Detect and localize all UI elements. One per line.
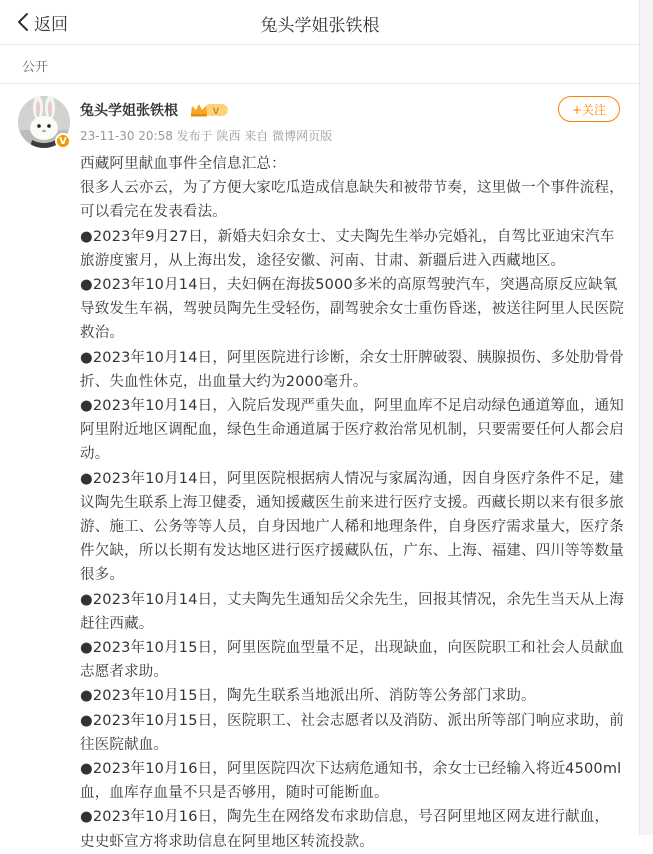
scope-divider [0, 83, 640, 84]
scrollbar[interactable] [639, 0, 653, 835]
post-paragraph: ●2023年10月16日，阿里医院四次下达病危通知书，余女士已经输入将近4500ml血，血库存血量不只是否够用，随时可能断血。 [80, 761, 622, 802]
post-paragraph: ●2023年10月14日，入院后发现严重失血，阿里血库不足启动绿色通道筹血，通知阿里附近地区调配血，绿色生命通道属于医疗救治常见机制，只要需要任何人都会启动。 [80, 398, 624, 463]
crown-vip-icon [189, 102, 229, 118]
post-content [80, 152, 625, 854]
post-paragraph: ●2023年10月16日，陶先生在网络发布求助信息，号召阿里地区网友进行献血， [80, 809, 610, 826]
post-paragraph: ●2023年10月14日，阿里医院进行诊断，余女士肝脾破裂、胰腺损伤、多处肋骨骨折、失血性休克，出血量大约为2000毫升。 [80, 349, 624, 390]
post-paragraph: ●2023年10月14日，丈夫陶先生通知岳父余先生，回报其情况，余先生当天从上海赶往西藏。 [80, 591, 624, 632]
post-paragraph: 很多人云亦云，为了方便大家吃瓜造成信息缺失和被带节奏，这里做一个事件流程，可以看完在发表看法。 [80, 180, 624, 221]
header-divider [0, 44, 640, 45]
verified-badge: V [55, 133, 71, 149]
follow-button[interactable]: +关注 [558, 96, 620, 122]
post-paragraph: ●2023年10月15日，医院职工、社会志愿者以及消防、派出所等部门响应求助，前往医院献血。 [80, 712, 624, 753]
page-title: 兔头学姐张铁根 [260, 16, 380, 36]
post-paragraph: ●2023年10月15日，阿里医院血型量不足，出现缺血，向医院职工和社会人员献血志愿者求助。 [80, 640, 624, 681]
post-paragraph: ●2023年10月15日，陶先生联系当地派出所、消防等公务部门求助。 [80, 688, 536, 705]
back-label: 返回 [34, 14, 68, 35]
visibility-label: 公开 [22, 60, 49, 75]
post-paragraph: 西藏阿里献血事件全信息汇总： [80, 156, 286, 172]
vip-label: V [212, 107, 220, 117]
post-paragraph: ●2023年10月14日，阿里医院根据病人情况与家属沟通，因自身医疗条件不足，建议陶先生联系上海卫健委，通知援藏医生前来进行医疗支援。西藏长期以来有很多旅游、施工、公务等等人员，自身因地广人稀和地理条件，自身医疗需求量大，医疗条件欠缺，所以长期有发达地区进行医疗援藏队伍，广东、上海、福建、四川等等数量很多。 [80, 470, 624, 584]
post-paragraph: ●2023年10月14日，夫妇俩在海拔5000多米的高原驾驶汽车，突遇高原反应缺氧导致发生车祸，驾驶员陶先生受轻伤，副驾驶余女士重伤昏迷，被送往阿里人民医院救治。 [80, 277, 624, 342]
author-name[interactable]: 兔头学姐张铁根 [80, 103, 178, 119]
post-meta: 23-11-30 20:58 发布于 陕西 来自 微博网页版 [80, 129, 333, 143]
post-paragraph: ●2023年9月27日，新婚夫妇余女士、丈夫陶先生举办完婚礼，自驾比亚迪宋汽车旅游度蜜月，从上海出发，途径安徽、河南、甘肃、新疆后进入西藏地区。 [80, 228, 615, 269]
top-bar [0, 0, 640, 44]
post-paragraph: 史史虾宣方将求助信息在阿里地区转流投款。 [80, 833, 374, 850]
